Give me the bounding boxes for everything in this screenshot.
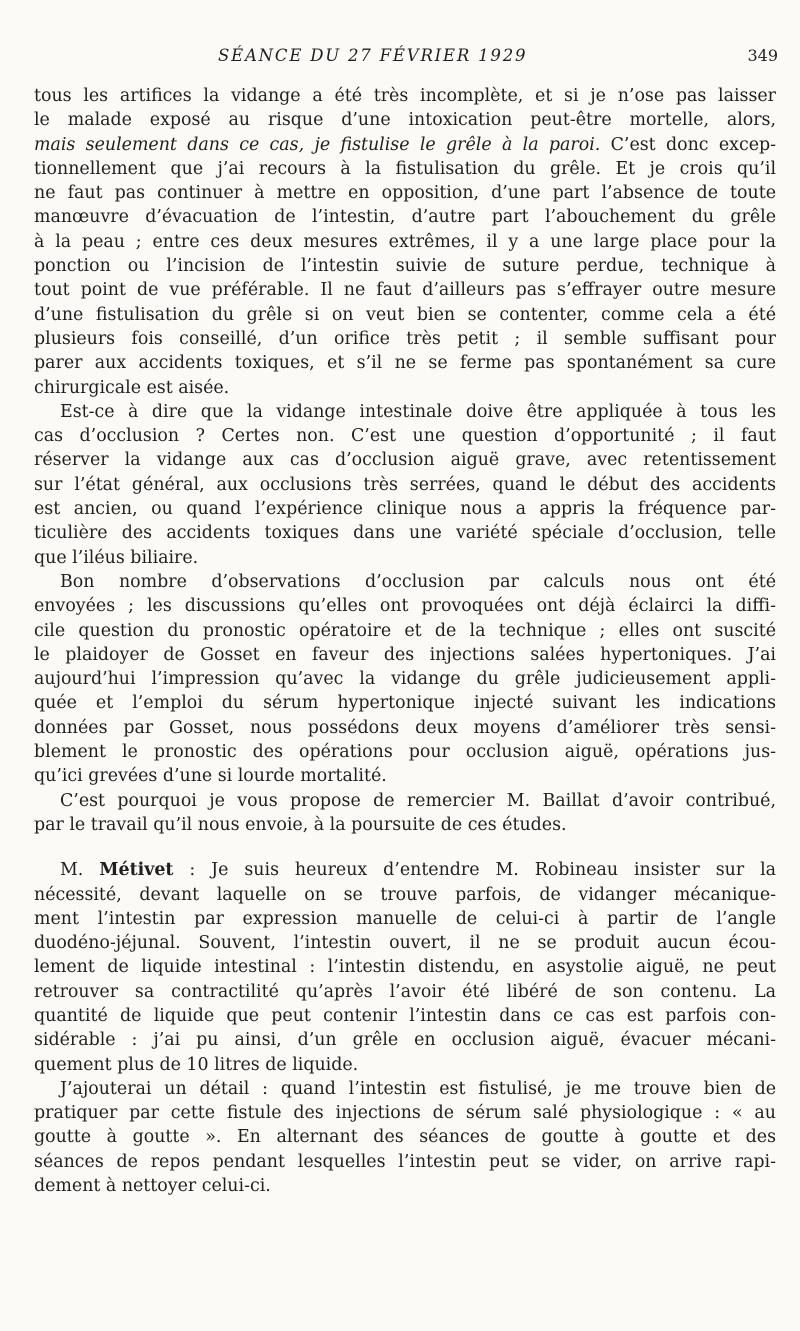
- text-line: aujourd’hui l’impression qu’avec la vidange du grêle judicieusement appli-: [34, 669, 776, 690]
- text-line: tous les artifices la vidange a été très incomplète, et si je n’ose pas laisser: [34, 86, 776, 106]
- paragraph: [34, 400, 776, 570]
- text-fragment: : Je suis heureux d’entendre M. Robineau insister sur la: [173, 860, 776, 881]
- text-line: [34, 133, 776, 157]
- text-line: nécessité, devant laquelle on se trouve parfois, de vidanger mécanique-: [34, 884, 776, 905]
- text-line: cile question du pronostic opératoire et de la technique ; elles ont suscité: [34, 620, 776, 641]
- text-line: ticulière des accidents toxiques dans une variété spéciale d’occlusion, telle: [34, 523, 776, 544]
- speaker-name: Métivet: [99, 860, 174, 881]
- page-header: [0, 46, 800, 70]
- text-line: le plaidoyer de Gosset en faveur des injections salées hypertoniques. J’ai: [34, 644, 776, 665]
- italic-phrase: mais seulement dans ce cas, je fistulise le grêle à la paroi.: [34, 134, 601, 155]
- text-line: retrouver sa contractilité qu’après l’avoir été libéré de son contenu. La: [34, 981, 776, 1002]
- text-line: blement le pronostic des opérations pour occlusion aiguë, opérations jus-: [34, 742, 776, 763]
- text-line: ponction ou l’incision de l’intestin suivie de suture perdue, technique à: [34, 256, 776, 277]
- text-line: réserver la vidange aux cas d’occlusion aiguë grave, avec retentissement: [34, 450, 776, 471]
- paragraph-continuation: [34, 84, 776, 400]
- text-line: ment l’intestin par expression manuelle de celui-ci à partir de l’angle: [34, 908, 776, 929]
- text-line: d’une fistulisation du grêle si on veut bien se contenter, comme cela a été: [34, 304, 776, 325]
- page-number: 349: [747, 46, 778, 65]
- text-line: manœuvre d’évacuation de l’intestin, d’autre part l’abouchement du grêle: [34, 207, 776, 228]
- paragraph: [34, 570, 776, 789]
- text-line: C’est pourquoi je vous propose de remercier M. Baillat d’avoir contribué,: [60, 790, 776, 811]
- body-text: [34, 84, 776, 1198]
- text-line: sidérable : j’ai pu ainsi, d’un grêle en occlusion aiguë, évacuer mécani-: [34, 1030, 776, 1051]
- running-title: SÉANCE DU 27 FÉVRIER 1929: [218, 46, 528, 65]
- paragraph: [34, 789, 776, 838]
- text-line: séances de repos pendant lesquelles l’intestin peut se vider, on arrive rapi-: [34, 1151, 776, 1172]
- text-line: quantité de liquide que peut contenir l’intestin dans ce cas est parfois con-: [34, 1005, 776, 1026]
- text-line: sur l’état général, aux occlusions très serrées, quand le début des accidents: [34, 474, 776, 495]
- text-line: tout point de vue préférable. Il ne faut d’ailleurs pas s’effrayer outre mesure: [34, 280, 776, 301]
- paragraph: [34, 1077, 776, 1198]
- text-line: Bon nombre d’observations d’occlusion par calculs nous ont été: [60, 571, 776, 592]
- text-line: cas d’occlusion ? Certes non. C’est une question d’opportunité ; il faut: [34, 426, 776, 447]
- text-line: envoyées ; les discussions qu’elles ont provoquées ont déjà éclairci la diffi-: [34, 596, 776, 617]
- text-line: J’ajouterai un détail : quand l’intestin est fistulisé, je me trouve bien de: [60, 1078, 776, 1099]
- text-line: tionnellement que j’ai recours à la fistulisation du grêle. Et je crois qu’il: [34, 158, 776, 179]
- text-line: à la peau ; entre ces deux mesures extrêmes, il y a une large place pour la: [34, 231, 776, 252]
- speaker-paragraph: [34, 858, 776, 1077]
- text-line: le malade exposé au risque d’une intoxication peut-être mortelle, alors,: [34, 110, 776, 131]
- text-line: que l’iléus biliaire.: [34, 547, 199, 568]
- text-line: goutte à goutte ». En alternant des séances de goutte à goutte et des: [34, 1127, 776, 1148]
- text-line: est ancien, ou quand l’expérience clinique nous a appris la fréquence par-: [34, 499, 776, 520]
- text-line: duodéno-jéjunal. Souvent, l’intestin ouvert, il ne se produit aucun écou-: [34, 933, 776, 954]
- text-line: plusieurs fois conseillé, d’un orifice très petit ; il semble suffisant pour: [34, 328, 776, 349]
- text-line: dement à nettoyer celui-ci.: [34, 1176, 271, 1197]
- text-line: données par Gosset, nous possédons deux moyens d’améliorer très sensi-: [34, 717, 776, 738]
- text-line: lement de liquide intestinal : l’intestin distendu, en asystolie aiguë, ne peut: [34, 957, 776, 978]
- section-gap: [34, 837, 776, 858]
- text-line: quée et l’emploi du sérum hypertonique injecté suivant les indications: [34, 693, 776, 714]
- text-fragment: C’est donc excep-: [600, 134, 776, 155]
- text-line: qu’ici grevées d’une si lourde mortalité.: [34, 766, 387, 787]
- text-line: parer aux accidents toxiques, et s’il ne se ferme pas spontanément sa cure: [34, 353, 776, 374]
- text-line: chirurgicale est aisée.: [34, 377, 230, 398]
- text-line: quement plus de 10 litres de liquide.: [34, 1054, 359, 1075]
- speaker-prefix: M.: [60, 860, 100, 881]
- text-line: Est-ce à dire que la vidange intestinale doive être appliquée à tous les: [60, 401, 776, 422]
- text-line: par le travail qu’il nous envoie, à la poursuite de ces études.: [34, 814, 567, 835]
- text-line: [34, 858, 776, 882]
- text-line: pratiquer par cette fistule des injections de sérum salé physiologique : « au: [34, 1103, 776, 1124]
- text-line: ne faut pas continuer à mettre en opposition, d’une part l’absence de toute: [34, 183, 776, 204]
